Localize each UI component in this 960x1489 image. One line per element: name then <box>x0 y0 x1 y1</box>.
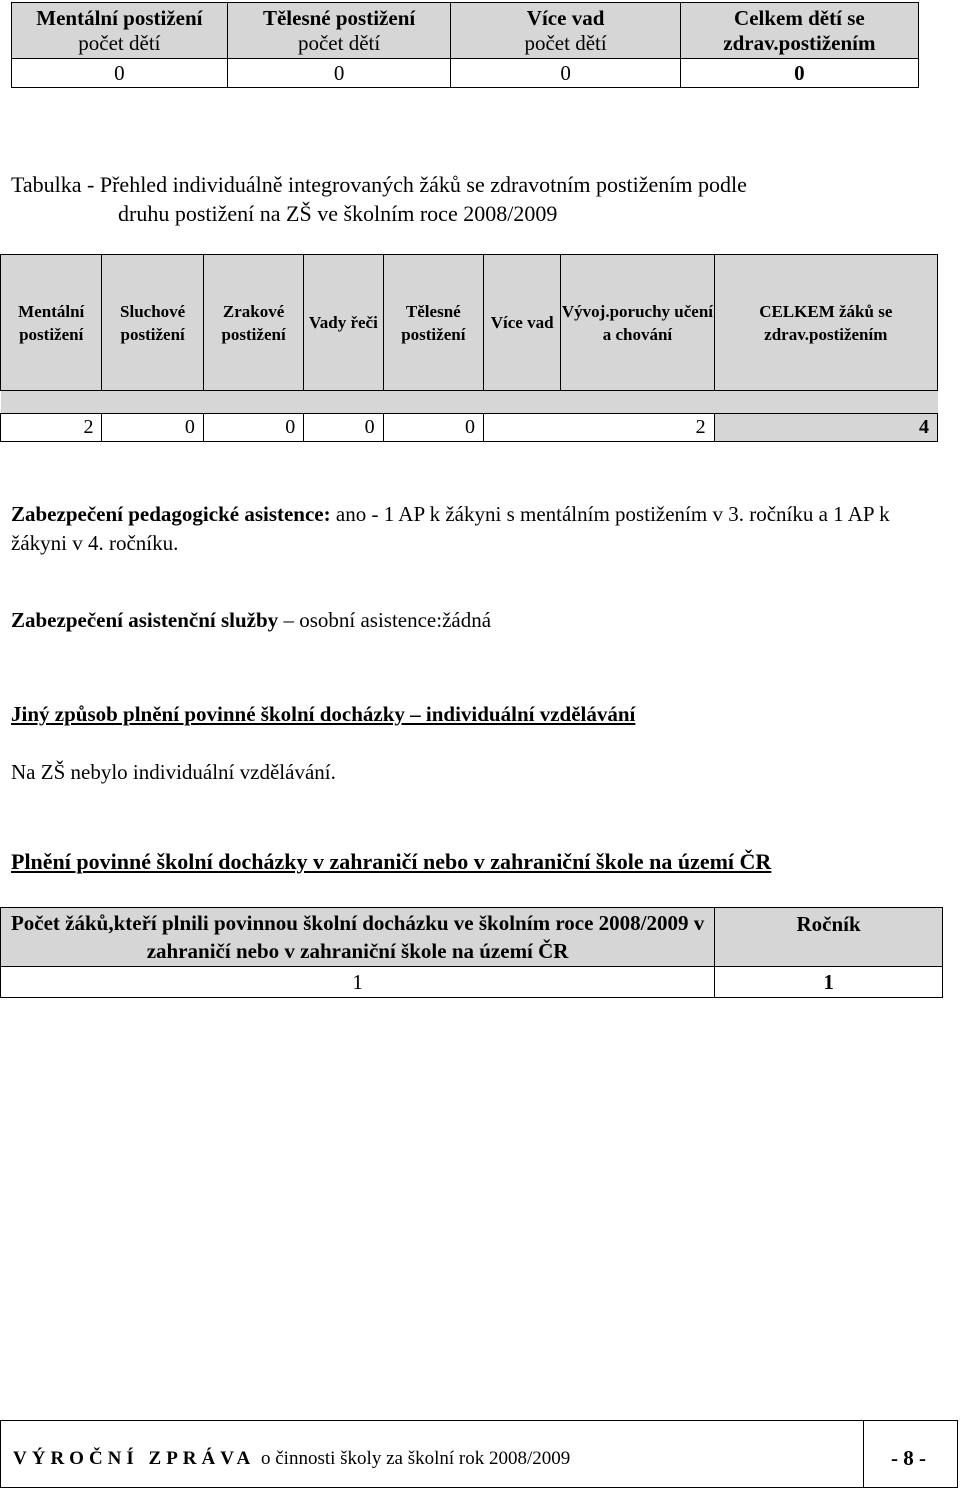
value-multiple: 0 <box>451 59 680 88</box>
footer-divider <box>863 1421 864 1487</box>
gap-row <box>1 391 938 414</box>
value-grade: 1 <box>715 967 943 998</box>
value-hearing: 0 <box>102 414 203 442</box>
assistance-service-paragraph: Zabezpečení asistenční služby – osobní asistence:žádná <box>11 608 492 632</box>
header-multiple: Více vad <box>484 255 561 391</box>
header-speech: Vady řeči <box>304 255 383 391</box>
pedagogical-assistance-paragraph: Zabezpečení pedagogické asistence: ano - 1 AP k žákyni s mentálním postižením v 3. ročníku a 1 AP k žákyni v 4. ročníku. <box>11 502 890 555</box>
footer-rest: o činnosti školy za školní rok 2008/2009 <box>261 1448 571 1469</box>
integrated-pupils-table <box>0 254 938 442</box>
value-total: 4 <box>714 414 937 442</box>
footer-caps: VÝROČNÍ ZPRÁVA <box>13 1448 256 1469</box>
header-multiple: Více vad počet dětí <box>451 3 680 59</box>
title-line-2: druhu postižení na ZŠ ve školním roce 2008/2009 <box>118 201 558 226</box>
value-count: 1 <box>1 967 715 998</box>
abroad-attendance-heading: Plnění povinné školní docházky v zahraničí nebo v zahraniční škole na území ČR <box>11 849 772 874</box>
page-footer <box>0 1420 958 1488</box>
header-hearing: Sluchové postižení <box>102 255 203 391</box>
value-physical: 0 <box>383 414 483 442</box>
table-title <box>11 170 941 228</box>
header-grade: Ročník <box>715 908 943 967</box>
header-developmental: Vývoj.poruchy učení a chování <box>561 255 714 391</box>
individual-education-heading: Jiný způsob plnění povinné školní docházky – individuální vzdělávání <box>11 702 636 726</box>
header-mental: Mentální postižení počet dětí <box>12 3 228 59</box>
value-visual: 0 <box>203 414 303 442</box>
header-physical: Tělesné postižení <box>383 255 483 391</box>
page-number: - 8 - <box>891 1446 926 1470</box>
value-total: 0 <box>680 59 918 88</box>
value-mental: 0 <box>12 59 228 88</box>
value-mental: 2 <box>1 414 102 442</box>
individual-education-text: Na ZŠ nebylo individuální vzdělávání. <box>11 760 336 784</box>
header-total: Celkem dětí se zdrav.postižením <box>680 3 918 59</box>
header-physical: Tělesné postižení počet dětí <box>227 3 451 59</box>
header-total: CELKEM žáků se zdrav.postižením <box>714 255 937 391</box>
value-multiple: 2 <box>484 414 715 442</box>
title-line-1: Tabulka - Přehled individuálně integrovaných žáků se zdravotním postižením podle <box>11 172 747 197</box>
abroad-pupils-table <box>0 907 943 998</box>
footer-title <box>13 1448 570 1470</box>
value-speech: 0 <box>304 414 383 442</box>
value-physical: 0 <box>227 59 451 88</box>
children-disability-table <box>11 2 919 88</box>
header-mental: Mentální postižení <box>1 255 102 391</box>
header-visual: Zrakové postižení <box>203 255 303 391</box>
header-count: Počet žáků,kteří plnili povinnou školní docházku ve školním roce 2008/2009 v zahraničí nebo v zahraniční škole na území ČR <box>1 908 715 967</box>
